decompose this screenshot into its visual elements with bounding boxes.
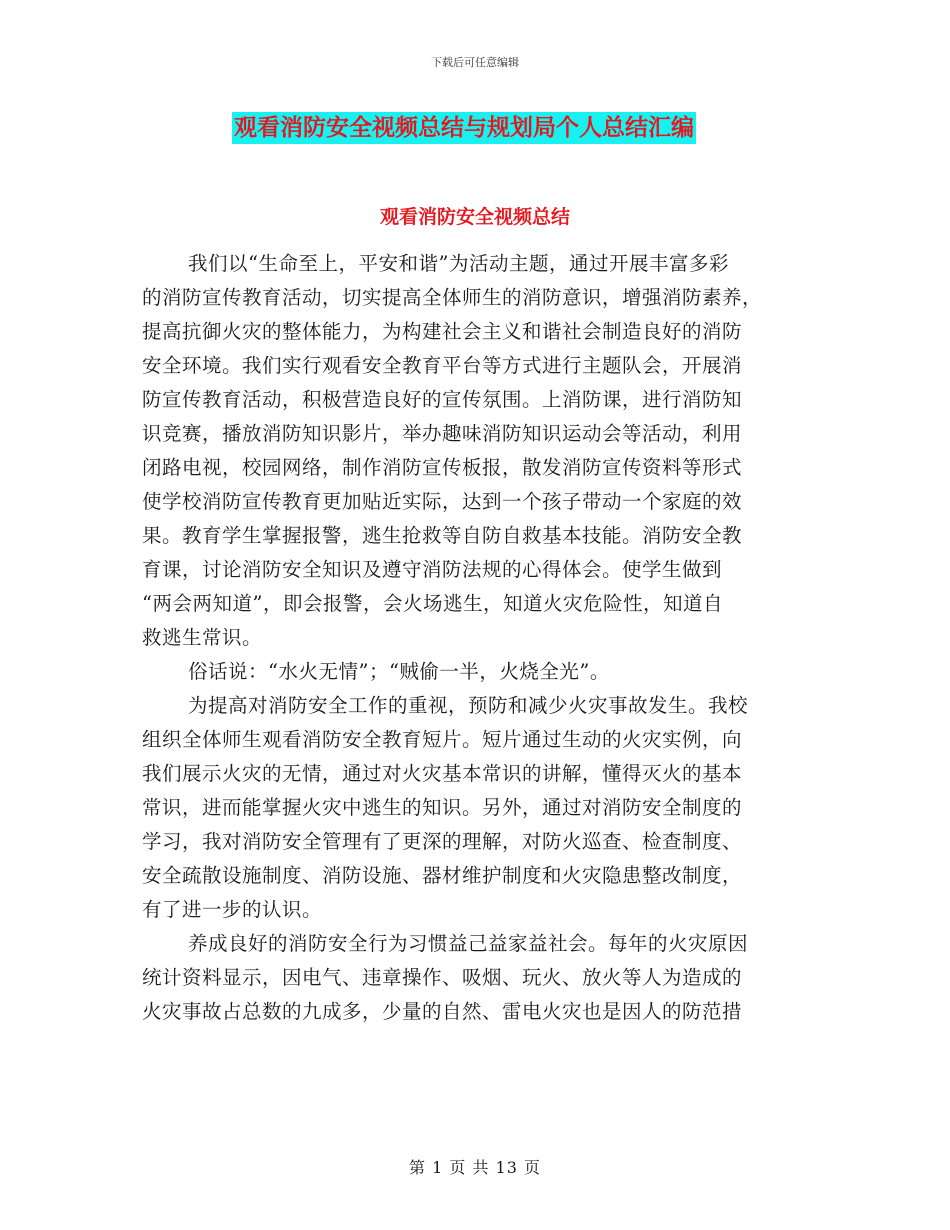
text-line: 安全疏散设施制度、消防设施、器材维护制度和火灾隐患整改制度，	[142, 864, 743, 887]
text-line: 为提高对消防安全工作的重视，预防和减少火灾事故发生。我校	[188, 694, 749, 717]
text-line: 学习，我对消防安全管理有了更深的理解，对防火巡查、检查制度、	[142, 830, 743, 853]
text-line: 俗话说：“水火无情”；“贼偷一半，火烧全光”。	[188, 660, 610, 683]
text-line: 安全环境。我们实行观看安全教育平台等方式进行主题队会，开展消	[142, 354, 743, 377]
text-line: 有了进一步的认识。	[142, 898, 323, 921]
header-note: 下载后可任意编辑	[431, 56, 519, 69]
text-line: 组织全体师生观看消防安全教育短片。短片通过生动的火灾实例，向	[142, 728, 743, 751]
text-line: 我们展示火灾的无情，通过对火灾基本常识的讲解，懂得灭火的基本	[142, 762, 743, 785]
text-line: 养成良好的消防安全行为习惯益己益家益社会。每年的火灾原因	[188, 932, 749, 955]
text-line: 我们以“生命至上，平安和谐”为活动主题，通过开展丰富多彩	[188, 252, 729, 275]
text-line: 提高抗御火灾的整体能力，为构建社会主义和谐社会制造良好的消防	[142, 320, 743, 343]
text-line: 火灾事故占总数的九成多，少量的自然、雷电火灾也是因人的防范措	[142, 1000, 743, 1023]
text-line: 识竞赛，播放消防知识影片，举办趣味消防知识运动会等活动，利用	[142, 422, 743, 445]
text-line: 育课，讨论消防安全知识及遵守消防法规的心得体会。使学生做到	[142, 558, 723, 581]
text-line: 闭路电视，校园网络，制作消防宣传板报，散发消防宣传资料等形式	[142, 456, 743, 479]
document-title: 观看消防安全视频总结与规划局个人总结汇编	[232, 112, 696, 144]
text-line: 防宣传教育活动，积极营造良好的宣传氛围。上消防课，进行消防知	[142, 388, 743, 411]
text-line: 的消防宣传教育活动，切实提高全体师生的消防意识，增强消防素养，	[142, 286, 763, 309]
text-line: “两会两知道”，即会报警，会火场逃生，知道火灾危险性，知道自	[142, 592, 723, 615]
text-line: 统计资料显示，因电气、违章操作、吸烟、玩火、放火等人为造成的	[142, 966, 743, 989]
document-body	[142, 247, 808, 1029]
text-line: 常识，进而能掌握火灾中逃生的知识。另外，通过对消防安全制度的	[142, 796, 743, 819]
page-number: 第 1 页 共 13 页	[409, 1158, 541, 1177]
section-title: 观看消防安全视频总结	[379, 206, 570, 228]
text-line: 使学校消防宣传教育更加贴近实际，达到一个孩子带动一个家庭的效	[142, 490, 743, 513]
text-line: 救逃生常识。	[142, 626, 263, 649]
text-line: 果。教育学生掌握报警，逃生抢救等自防自救基本技能。消防安全教	[142, 524, 743, 547]
